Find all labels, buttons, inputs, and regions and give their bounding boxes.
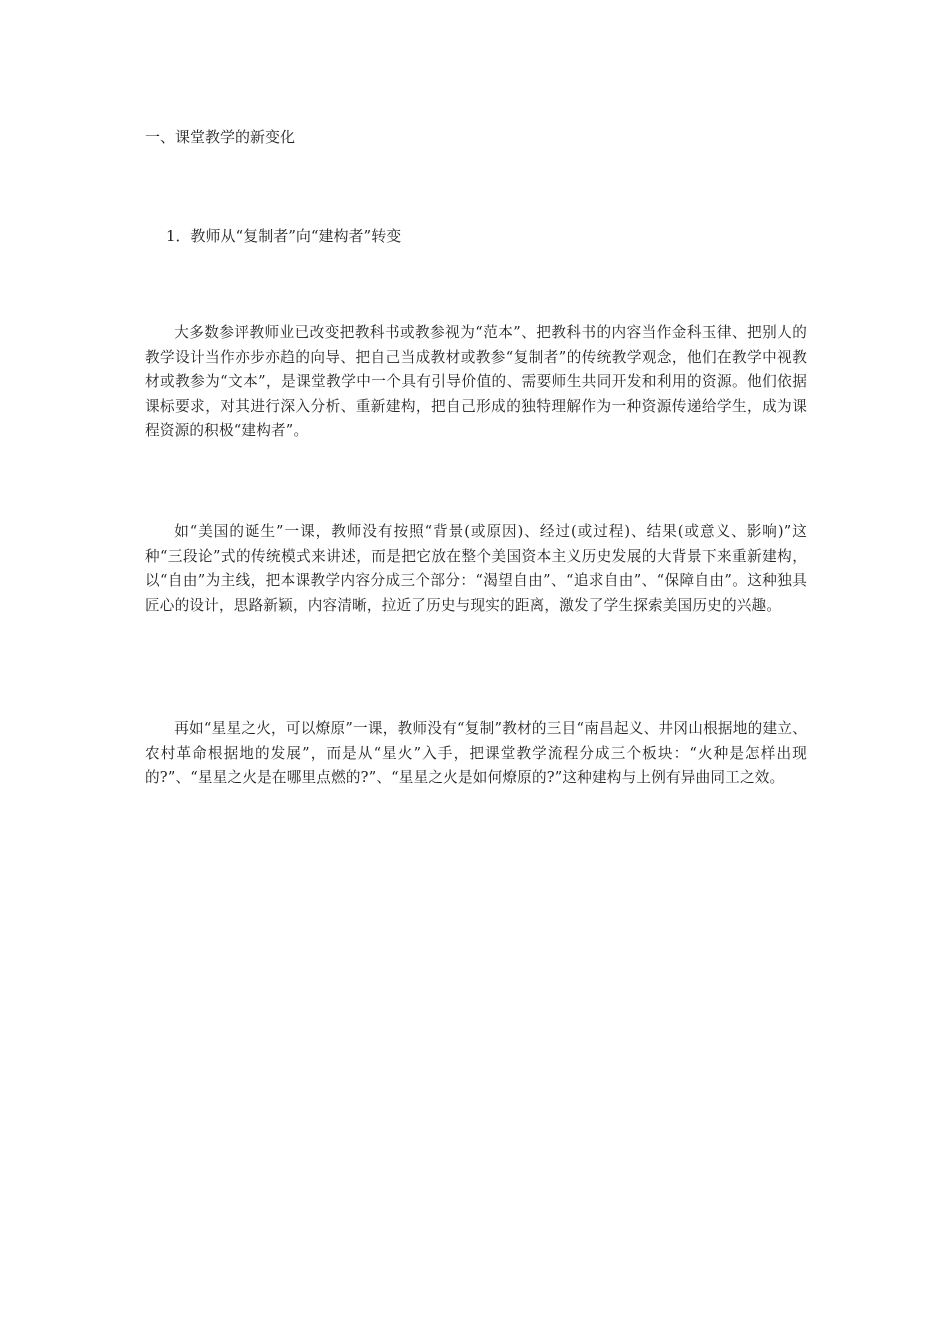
paragraph-teachers-as-constructors: 大多数参评教师业已改变把教科书或教参视为“范本”、把教科书的内容当作金科玉律、把别人的教学设计当作亦步亦趋的向导、把自己当成教材或教参“复制者”的传统教学观念，他们在教学中视教材或教参为“文本”，是课堂教学中一个具有引导价值的、需要师生共同开发和利用的资源。他们依据课标要求，对其进行深入分析、重新建构，把自己形成的独特理解作为一种资源传递给学生，成为课程资源的积极“建构者”。 (145, 324, 807, 439)
paragraph-birth-of-america-example: 如“美国的诞生”一课，教师没有按照“背景(或原因)、经过(或过程)、结果(或意义、影响)”这种“三段论”式的传统模式来讲述，而是把它放在整个美国资本主义历史发展的大背景下来重新建构，以“自由”为主线，把本课教学内容分成三个部分：“渴望自由”、“追求自由”、“保障自由”。这种独具匠心的设计，思路新颖，内容清晰，拉近了历史与现实的距离，激发了学生探索美国历史的兴趣。 (145, 523, 807, 614)
subsection-heading: 1．教师从“复制者”向“建构者”转变 (166, 227, 402, 245)
section-heading: 一、课堂教学的新变化 (145, 128, 296, 146)
paragraph-single-spark-example: 再如“星星之火，可以燎原”一课，教师没有“复制”教材的三目“南昌起义、井冈山根据地的建立、农村革命根据地的发展”，而是从“星火”入手，把课堂教学流程分成三个板块：“火种是怎样出现的?”、“星星之火是在哪里点燃的?”、“星星之火是如何燎原的?”这种建构与上例有异曲同工之效。 (145, 720, 807, 786)
